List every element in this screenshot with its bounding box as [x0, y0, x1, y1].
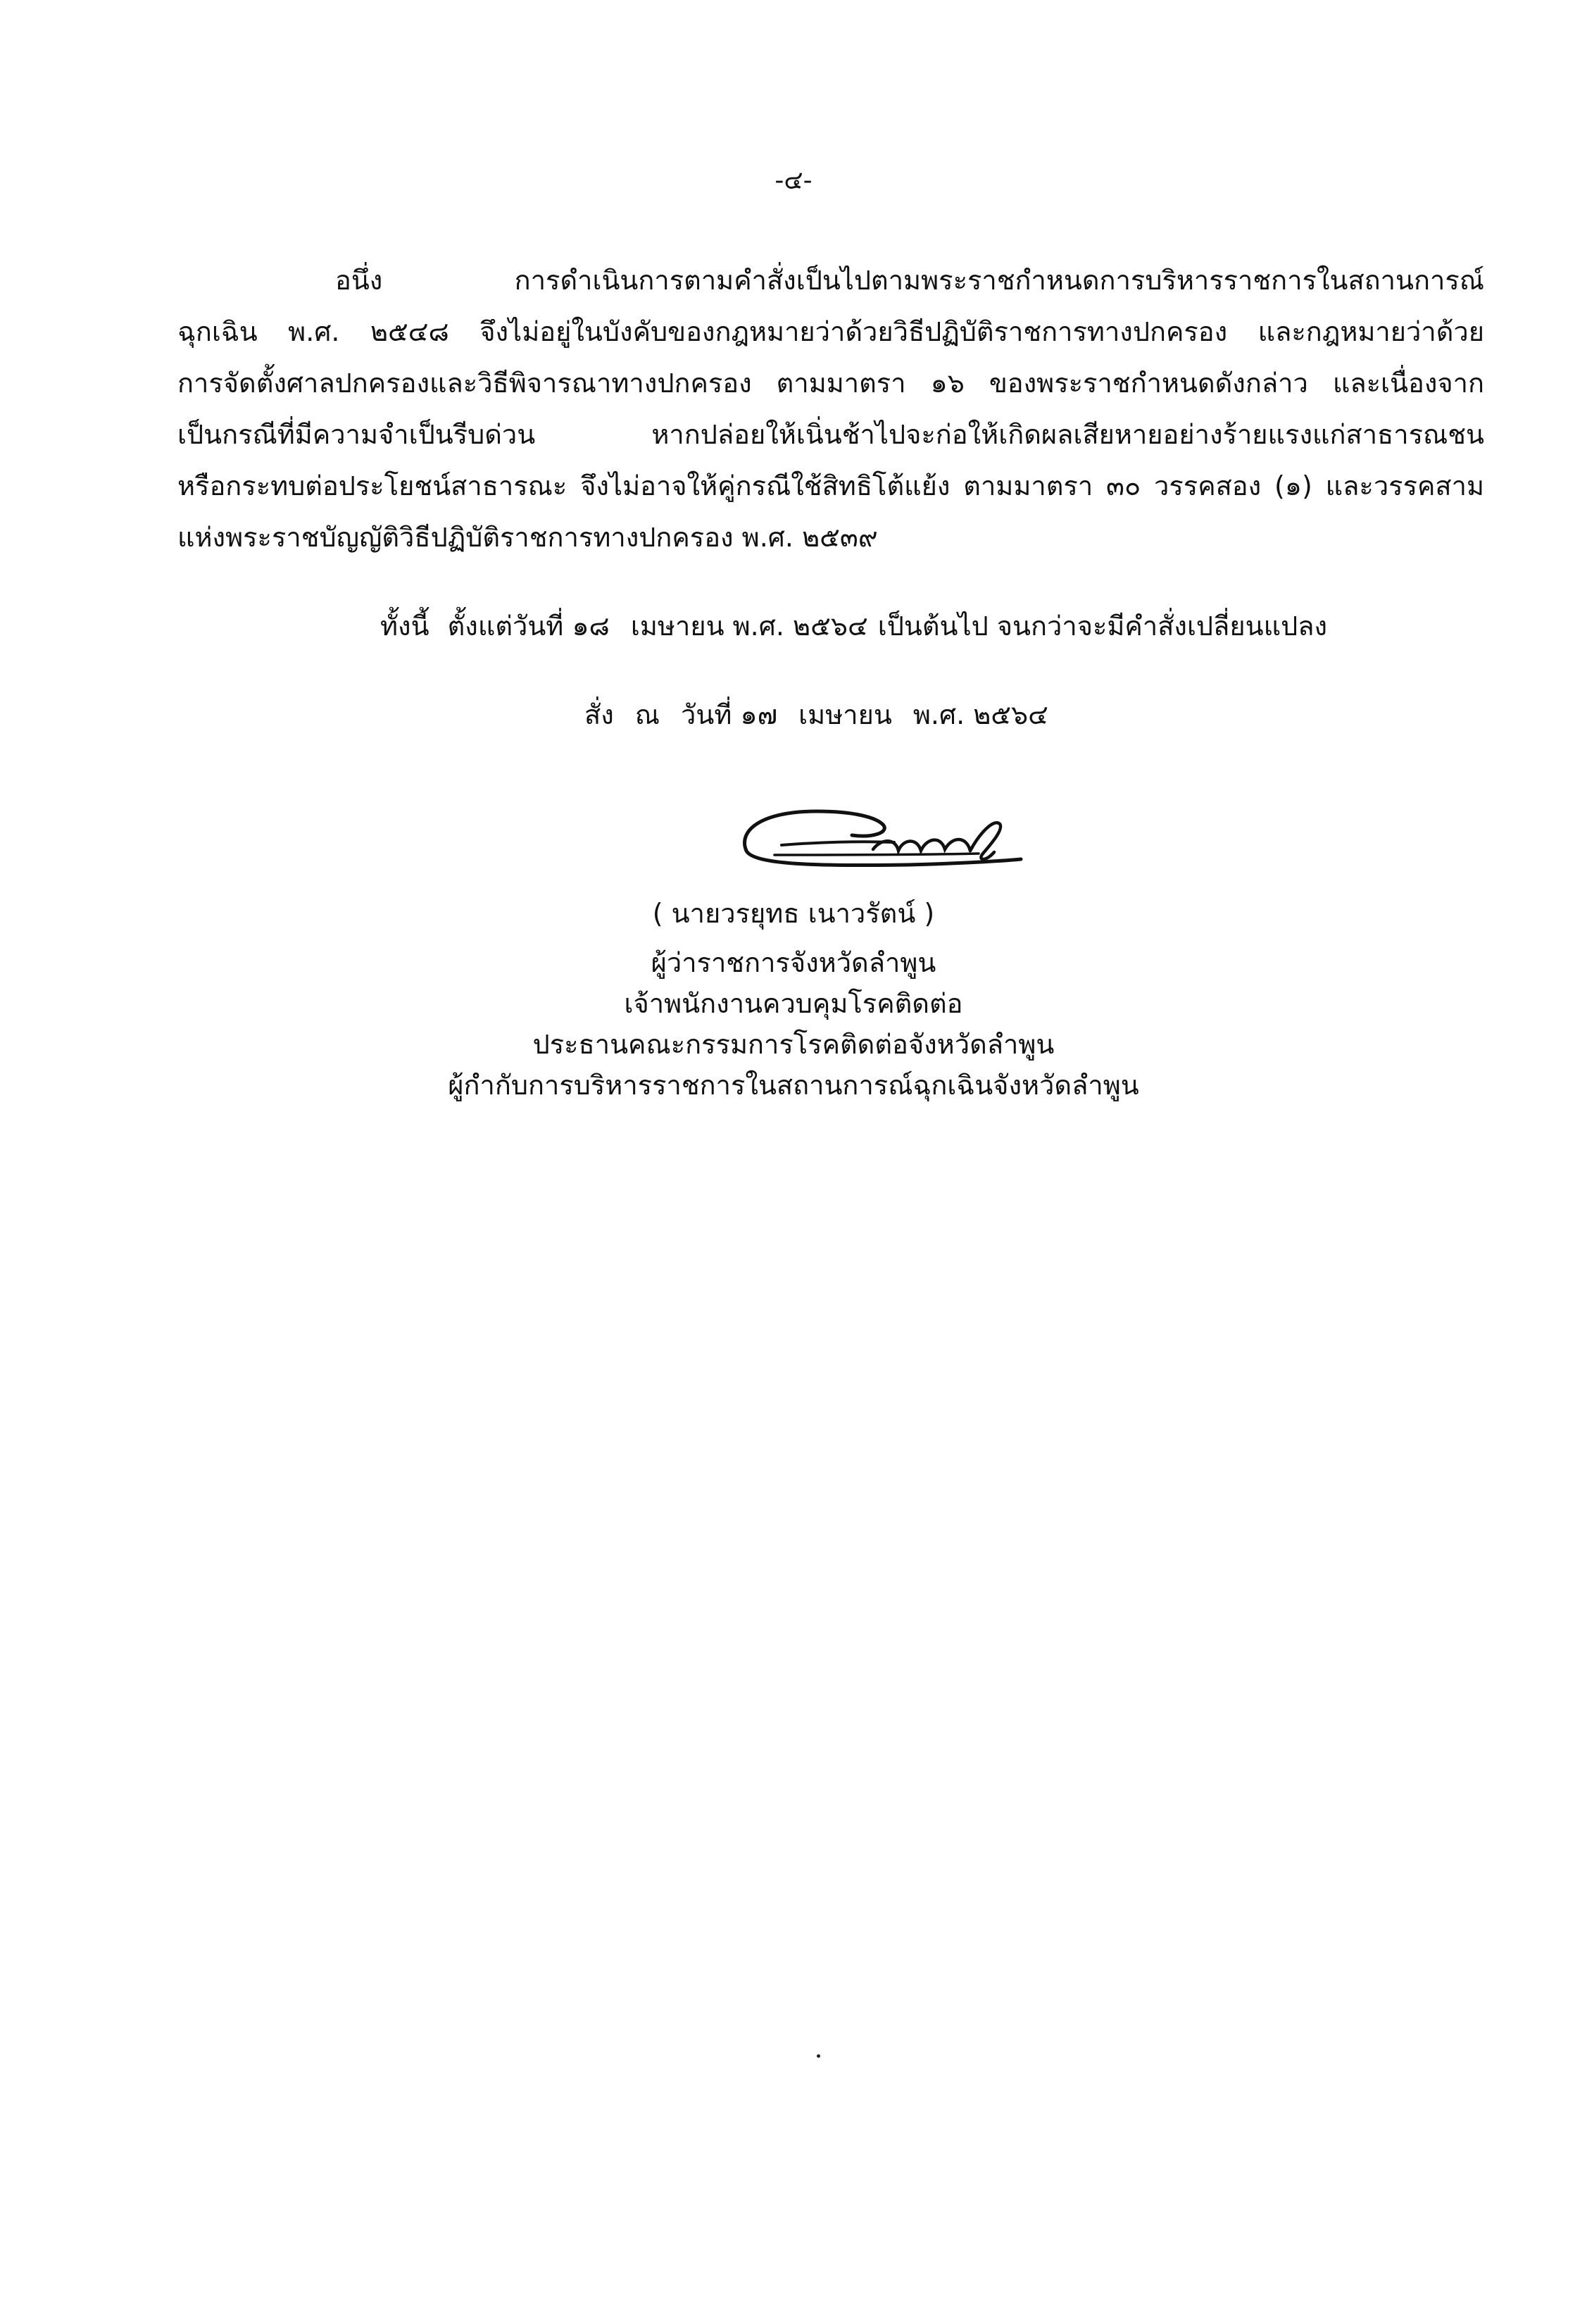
given-day: วันที่ ๑๗ — [681, 699, 778, 730]
signatory-block — [0, 893, 1587, 1106]
given-month: เมษายน — [798, 699, 892, 730]
paragraph-line: แห่งพระราชบัญญัติวิธีปฏิบัติราชการทางปกครอง พ.ศ. ๒๕๓๙ — [177, 522, 878, 553]
paragraph-line: หรือกระทบต่อประโยชน์สาธารณะ จึงไม่อาจให้คู่กรณีใช้สิทธิโต้แย้ง ตามมาตรา ๓๐ วรรคสอง (๑) และวรรคสาม — [177, 470, 1484, 501]
paragraph-line: อนึ่ง การดำเนินการตามคำสั่งเป็นไปตามพระราชกำหนดการบริหารราชการในสถานการณ์ — [335, 265, 1484, 296]
paragraph-line: ฉุกเฉิน พ.ศ. ๒๕๔๘ จึงไม่อยู่ในบังคับของกฎหมายว่าด้วยวิธีปฏิบัติราชการทางปกครอง และกฎหมายว่าด้วย — [177, 316, 1484, 347]
paragraph-line: การจัดตั้งศาลปกครองและวิธีพิจารณาทางปกครอง ตามมาตรา ๑๖ ของพระราชกำหนดดังกล่าว และเนื่องจาก — [177, 368, 1484, 399]
signatory-title: ประธานคณะกรรมการโรคติดต่อจังหวัดลำพูน — [532, 1029, 1055, 1060]
scan-dot — [817, 2054, 820, 2058]
handwritten-signature — [732, 796, 1035, 880]
signatory-title: ผู้ว่าราชการจังหวัดลำพูน — [651, 947, 936, 978]
given-date-line — [584, 692, 1288, 738]
given-at: ณ — [634, 699, 660, 730]
order-paragraph — [177, 255, 1484, 563]
given-label: สั่ง — [584, 699, 614, 730]
paragraph-line: เป็นกรณีที่มีความจำเป็นรีบด่วน หากปล่อยให้เนิ่นช้าไปจะก่อให้เกิดผลเสียหายอย่างร้ายแรงแก่สาธารณชน — [177, 419, 1484, 450]
effective-date-line — [380, 603, 1436, 649]
effective-until: เป็นต้นไป จนกว่าจะมีคำสั่งเปลี่ยนแปลง — [877, 611, 1328, 642]
effective-month-year: เมษายน พ.ศ. ๒๕๖๔ — [630, 611, 868, 642]
effective-label: ทั้งนี้ — [380, 611, 429, 642]
signatory-title: ผู้กำกับการบริหารราชการในสถานการณ์ฉุกเฉินจังหวัดลำพูน — [448, 1070, 1139, 1101]
signatory-name: ( นายวรยุทธ เนาวรัตน์ ) — [652, 898, 935, 929]
given-year: พ.ศ. ๒๕๖๔ — [912, 699, 1048, 730]
effective-from: ตั้งแต่วันที่ ๑๘ — [447, 611, 610, 642]
page-number: -๔- — [774, 166, 813, 195]
signatory-title: เจ้าพนักงานควบคุมโรคติดต่อ — [624, 988, 963, 1019]
